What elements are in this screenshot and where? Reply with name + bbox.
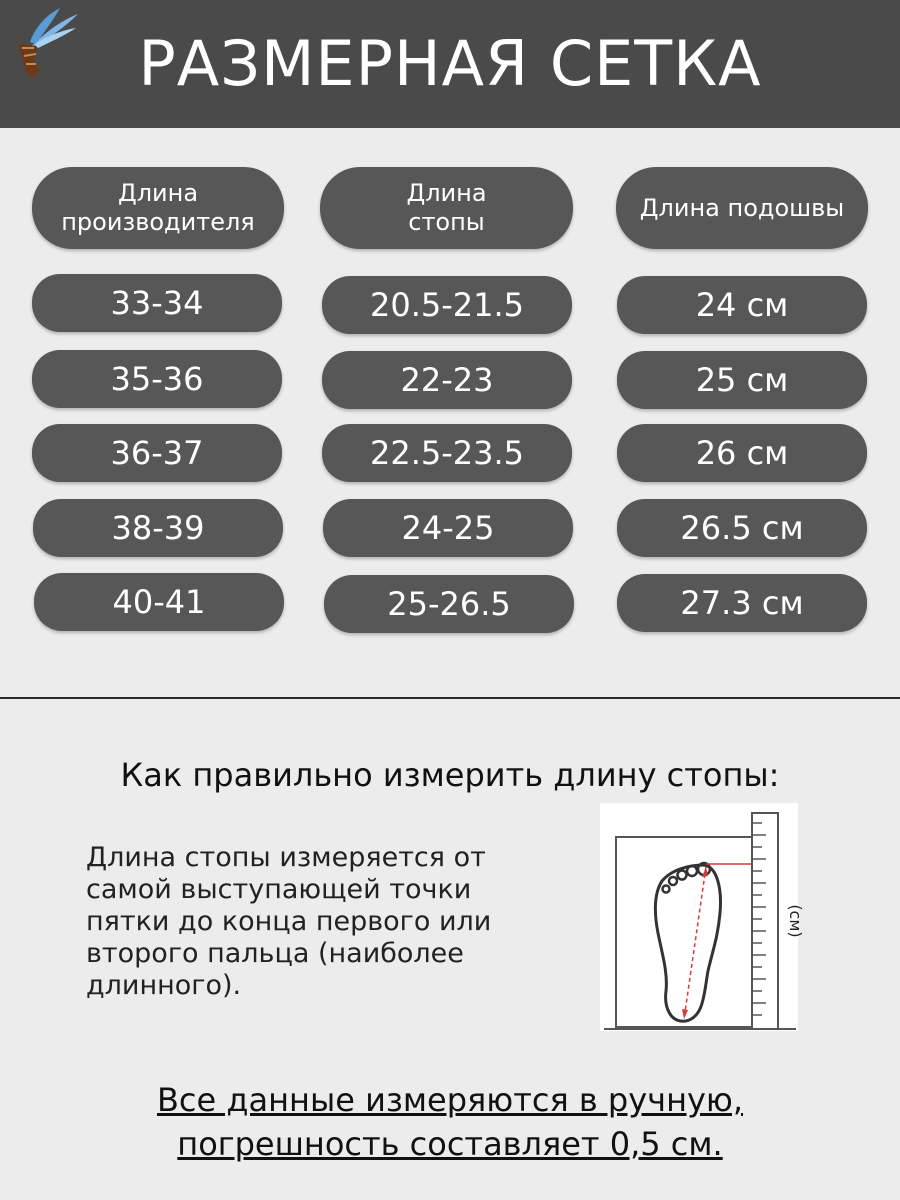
sole-length-cell: 26.5 см [617,499,867,557]
measurement-note [0,1078,900,1166]
header-bar [0,0,900,128]
sole-length-cell: 24 см [617,276,867,334]
column-header-maker: Длина производителя [32,167,284,249]
measure-description: Длина стопы измеряется от самой выступающей точки пятки до конца первого или второго пальца (наиболее длинного). [86,842,492,1001]
maker-size-cell: 36-37 [32,424,282,482]
foot-length-cell: 22-23 [322,351,572,409]
column-header-sole: Длина подошвы [616,167,868,249]
maker-size-cell: 40-41 [34,573,284,631]
maker-size-cell: 38-39 [33,499,283,557]
section-divider [0,697,900,699]
maker-size-cell: 33-34 [32,274,282,332]
sole-length-cell: 27.3 см [617,574,867,632]
note-line-1: Все данные измеряются в ручную, [156,1081,744,1119]
column-header-foot: Длина стопы [320,167,573,249]
page-title: РАЗМЕРНАЯ СЕТКА [138,27,762,100]
foot-length-cell: 22.5-23.5 [322,424,572,482]
unit-label: (см) [786,904,805,938]
foot-length-cell: 25-26.5 [324,575,574,633]
foot-measurement-icon [600,803,805,1031]
sole-length-cell: 26 см [617,424,867,482]
note-line-2: погрешность составляет 0,5 см. [177,1125,723,1163]
foot-length-cell: 24-25 [323,499,573,557]
measure-heading: Как правильно измерить длину стопы: [120,756,780,794]
foot-length-cell: 20.5-21.5 [322,276,572,334]
maker-size-cell: 35-36 [32,350,282,408]
sole-length-cell: 25 см [617,351,867,409]
